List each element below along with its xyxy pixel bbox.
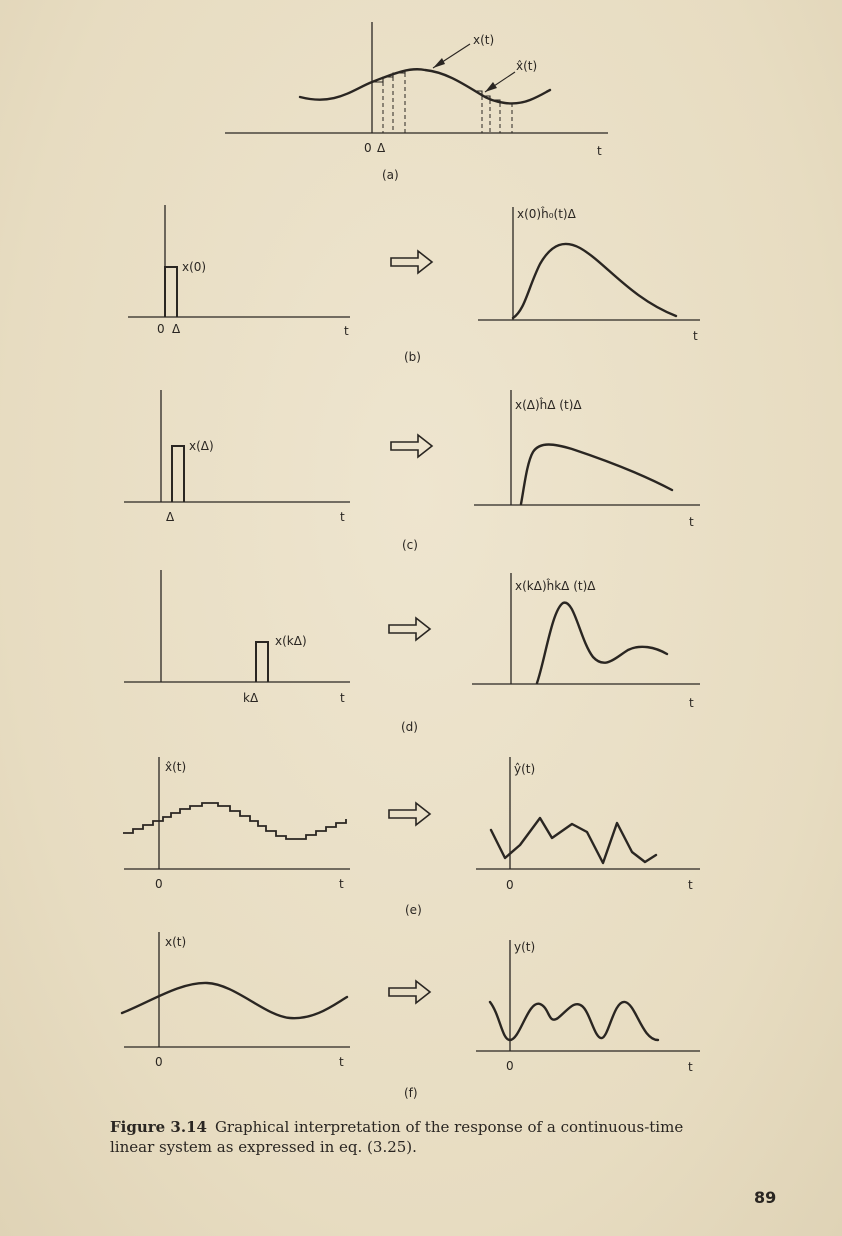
panel-f-caption-label: (f) [404, 1086, 418, 1100]
panel-d-left-t-label: t [340, 691, 345, 705]
page-number: 89 [754, 1188, 777, 1207]
panel-d-right-t-label: t [689, 696, 694, 710]
panel-d-arrow-icon [389, 618, 430, 640]
panel-e-right-t-label: t [688, 878, 693, 892]
caption-text: Graphical interpretation of the response of a continuous-time linear system as expressed in eq. (3.25). [110, 1118, 684, 1156]
panel-a-x-curve [300, 69, 550, 103]
panel-f-origin-label: 0 [155, 1055, 163, 1069]
panel-b-response-curve [513, 244, 676, 318]
panel-b-caption-label: (b) [404, 350, 421, 364]
panel-a-origin-label: 0 [364, 141, 372, 155]
panel-f-arrow-icon [389, 981, 430, 1003]
panel-d-response-label: x(kΔ)ĥkΔ (t)Δ [515, 579, 596, 593]
panel-b-response-label: x(0)ĥ₀(t)Δ [517, 207, 576, 221]
panel-e-input-label: x̂(t) [165, 760, 187, 774]
panel-b-arrow-icon [391, 251, 432, 273]
panel-b-right-t-label: t [693, 329, 698, 343]
panel-e-left-t-label: t [339, 877, 344, 891]
panel-e-origin-label: 0 [155, 877, 163, 891]
panel-a [225, 22, 608, 182]
panel-f [122, 932, 700, 1100]
panel-e-caption-label: (e) [405, 903, 422, 917]
figure-caption [110, 1117, 710, 1157]
panel-f-left-t-label: t [339, 1055, 344, 1069]
panel-e-output-curve [491, 818, 656, 863]
panel-a-caption-label: (a) [382, 168, 399, 182]
arrowhead-icon [485, 82, 497, 92]
panel-d-response-curve [537, 603, 667, 683]
panel-c-caption-label: (c) [402, 538, 418, 552]
panel-c-pulse [172, 446, 184, 502]
panel-d-pulse [256, 642, 268, 682]
panel-f-output-label: y(t) [514, 940, 536, 954]
panel-d-kdelta-label: kΔ [243, 691, 259, 705]
panel-c-delta-label: Δ [166, 510, 175, 524]
panel-f-right-t-label: t [688, 1060, 693, 1074]
panel-a-delta-label: Δ [377, 141, 386, 155]
panel-c [124, 390, 700, 552]
panel-f-output-curve [490, 1002, 658, 1040]
arrowhead-icon [433, 58, 445, 68]
panel-f-input-curve [122, 983, 347, 1018]
panel-c-right-t-label: t [689, 515, 694, 529]
panel-c-pulse-label: x(Δ) [189, 439, 214, 453]
panel-e-staircase-input [123, 803, 346, 839]
panel-f-output-origin-label: 0 [506, 1059, 514, 1073]
panel-e [123, 757, 700, 917]
panel-c-arrow-icon [391, 435, 432, 457]
panel-a-sample-lines [383, 73, 512, 133]
panel-b-origin-label: 0 [157, 322, 165, 336]
panel-c-left-t-label: t [340, 510, 345, 524]
panel-c-response-curve [521, 445, 672, 505]
panel-d-caption-label: (d) [401, 720, 418, 734]
panel-a-curve-label: x(t) [473, 33, 495, 47]
panel-d-pulse-label: x(kΔ) [275, 634, 307, 648]
panel-b-pulse [165, 267, 177, 317]
panel-d [124, 570, 700, 734]
panel-e-arrow-icon [389, 803, 430, 825]
panel-a-t-label: t [597, 144, 602, 158]
panel-e-output-label: ŷ(t) [514, 762, 536, 776]
panel-b-left-t-label: t [344, 324, 349, 338]
figure-number: Figure 3.14 [110, 1118, 207, 1136]
panel-b-delta-label: Δ [172, 322, 181, 336]
panel-b-pulse-label: x(0) [182, 260, 207, 274]
panel-f-input-label: x(t) [165, 935, 187, 949]
panel-a-staircase-label: x̂(t) [516, 59, 538, 73]
panel-b [128, 205, 700, 364]
panel-c-response-label: x(Δ)ĥΔ (t)Δ [515, 398, 582, 412]
panel-e-output-origin-label: 0 [506, 878, 514, 892]
